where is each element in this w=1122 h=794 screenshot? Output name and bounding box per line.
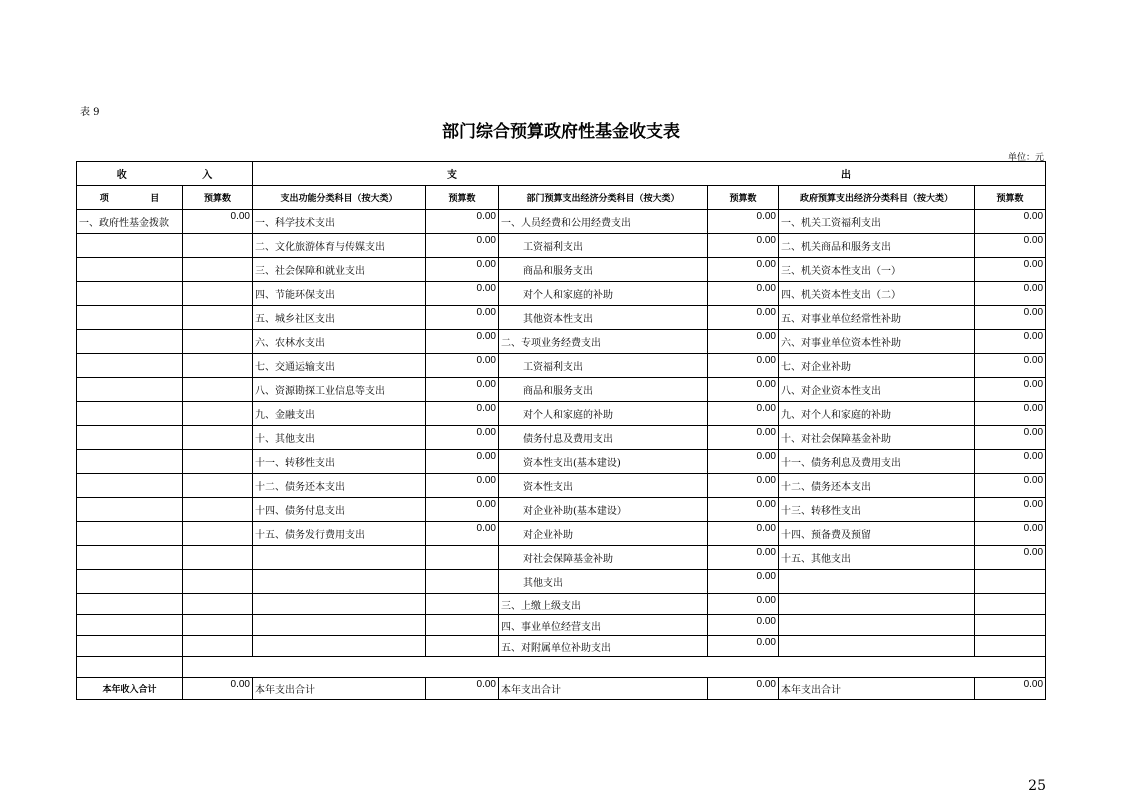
unit-label: 单位：元 [1007, 153, 1044, 163]
column-header-row [77, 186, 1046, 210]
income-budget-cell [183, 450, 253, 474]
dept-budget-cell: 0.00 [708, 426, 779, 450]
page-title: 部门综合预算政府性基金收支表 [442, 122, 680, 142]
table-row [77, 426, 1046, 450]
table-row [77, 282, 1046, 306]
func-category-cell [253, 636, 426, 657]
income-budget-cell [183, 474, 253, 498]
table-row [77, 594, 1046, 615]
gov-budget-cell: 0.00 [975, 522, 1046, 546]
totals-row [77, 678, 1046, 700]
func-category-cell: 八、资源勘探工业信息等支出 [253, 378, 426, 402]
income-budget-cell [183, 522, 253, 546]
dept-budget-cell: 0.00 [708, 258, 779, 282]
func-budget-cell [426, 636, 499, 657]
table-row [77, 546, 1046, 570]
income-item-cell [77, 522, 183, 546]
dept-budget-cell: 0.00 [708, 354, 779, 378]
func-total-value: 0.00 [426, 678, 499, 700]
func-budget-cell: 0.00 [426, 306, 499, 330]
col-header-dept: 部门预算支出经济分类科目（按大类） [499, 186, 708, 210]
dept-budget-cell: 0.00 [708, 594, 779, 615]
func-budget-cell: 0.00 [426, 378, 499, 402]
income-item-cell [77, 402, 183, 426]
table-row [77, 498, 1046, 522]
gov-category-cell: 十一、债务利息及费用支出 [779, 450, 975, 474]
table-row [77, 330, 1046, 354]
gov-budget-cell: 0.00 [975, 354, 1046, 378]
gov-budget-cell: 0.00 [975, 498, 1046, 522]
income-total-value: 0.00 [183, 678, 253, 700]
func-budget-cell: 0.00 [426, 210, 499, 234]
table-row [77, 234, 1046, 258]
dept-budget-cell: 0.00 [708, 210, 779, 234]
table-row [77, 258, 1046, 282]
gov-budget-cell: 0.00 [975, 330, 1046, 354]
income-budget-cell [183, 258, 253, 282]
dept-budget-cell: 0.00 [708, 402, 779, 426]
dept-budget-cell: 0.00 [708, 282, 779, 306]
income-budget-cell [183, 546, 253, 570]
dept-category-cell: 对企业补助(基本建设） [499, 498, 708, 522]
gov-category-cell: 三、机关资本性支出（一） [779, 258, 975, 282]
income-item-cell [77, 378, 183, 402]
dept-budget-cell: 0.00 [708, 546, 779, 570]
dept-category-cell: 工资福利支出 [499, 234, 708, 258]
gov-category-cell [779, 636, 975, 657]
gov-category-cell: 五、对事业单位经常性补助 [779, 306, 975, 330]
table-row [77, 450, 1046, 474]
func-budget-cell: 0.00 [426, 450, 499, 474]
gov-budget-cell: 0.00 [975, 378, 1046, 402]
dept-category-cell: 一、人员经费和公用经费支出 [499, 210, 708, 234]
table-row [77, 615, 1046, 636]
dept-category-cell: 四、事业单位经营支出 [499, 615, 708, 636]
func-budget-cell: 0.00 [426, 330, 499, 354]
blank-cell [183, 657, 1046, 678]
blank-row [77, 657, 1046, 678]
func-budget-cell: 0.00 [426, 474, 499, 498]
func-budget-cell: 0.00 [426, 234, 499, 258]
gov-budget-cell: 0.00 [975, 258, 1046, 282]
gov-category-cell [779, 594, 975, 615]
gov-category-cell: 一、机关工资福利支出 [779, 210, 975, 234]
gov-category-cell: 七、对企业补助 [779, 354, 975, 378]
gov-budget-cell: 0.00 [975, 282, 1046, 306]
func-budget-cell: 0.00 [426, 282, 499, 306]
col-header-budget: 预算数 [183, 186, 253, 210]
gov-category-cell [779, 570, 975, 594]
income-total-label: 本年收入合计 [77, 678, 183, 700]
func-category-cell: 十、其他支出 [253, 426, 426, 450]
dept-budget-cell: 0.00 [708, 306, 779, 330]
gov-total-value: 0.00 [975, 678, 1046, 700]
dept-budget-cell: 0.00 [708, 570, 779, 594]
func-budget-cell: 0.00 [426, 354, 499, 378]
gov-budget-cell: 0.00 [975, 474, 1046, 498]
table-row [77, 474, 1046, 498]
func-category-cell: 四、节能环保支出 [253, 282, 426, 306]
func-budget-cell: 0.00 [426, 522, 499, 546]
table-row [77, 354, 1046, 378]
dept-budget-cell: 0.00 [708, 498, 779, 522]
col-header-budget: 预算数 [708, 186, 779, 210]
func-category-cell: 二、文化旅游体育与传媒支出 [253, 234, 426, 258]
dept-total-value: 0.00 [708, 678, 779, 700]
func-budget-cell: 0.00 [426, 258, 499, 282]
income-budget-cell [183, 426, 253, 450]
gov-budget-cell: 0.00 [975, 450, 1046, 474]
dept-category-cell: 对个人和家庭的补助 [499, 402, 708, 426]
gov-budget-cell: 0.00 [975, 210, 1046, 234]
income-budget-cell [183, 498, 253, 522]
dept-category-cell: 五、对附属单位补助支出 [499, 636, 708, 657]
income-item-cell [77, 426, 183, 450]
gov-category-cell: 十二、债务还本支出 [779, 474, 975, 498]
income-item-cell [77, 474, 183, 498]
income-item-cell [77, 450, 183, 474]
gov-category-cell: 十、对社会保障基金补助 [779, 426, 975, 450]
gov-category-cell: 四、机关资本性支出（二） [779, 282, 975, 306]
gov-budget-cell: 0.00 [975, 234, 1046, 258]
dept-budget-cell: 0.00 [708, 615, 779, 636]
gov-category-cell: 二、机关商品和服务支出 [779, 234, 975, 258]
col-header-item: 项 目 [77, 186, 183, 210]
income-budget-cell [183, 615, 253, 636]
income-budget-cell [183, 354, 253, 378]
budget-table [76, 161, 1046, 700]
func-budget-cell: 0.00 [426, 402, 499, 426]
blank-cell [77, 657, 183, 678]
income-budget-cell [183, 636, 253, 657]
income-budget-cell [183, 594, 253, 615]
func-category-cell: 十五、债务发行费用支出 [253, 522, 426, 546]
income-item-cell [77, 615, 183, 636]
dept-budget-cell: 0.00 [708, 636, 779, 657]
table-body [77, 162, 1046, 700]
income-budget-cell [183, 234, 253, 258]
gov-budget-cell: 0.00 [975, 426, 1046, 450]
gov-total-label: 本年支出合计 [779, 678, 975, 700]
gov-budget-cell [975, 636, 1046, 657]
dept-budget-cell: 0.00 [708, 450, 779, 474]
dept-category-cell: 商品和服务支出 [499, 378, 708, 402]
table-row [77, 522, 1046, 546]
gov-budget-cell [975, 594, 1046, 615]
income-budget-cell [183, 570, 253, 594]
income-item-cell [77, 354, 183, 378]
dept-category-cell: 对个人和家庭的补助 [499, 282, 708, 306]
gov-category-cell: 十四、预备费及预留 [779, 522, 975, 546]
dept-category-cell: 三、上缴上级支出 [499, 594, 708, 615]
gov-category-cell [779, 615, 975, 636]
page-number: 25 [1028, 778, 1046, 794]
dept-budget-cell: 0.00 [708, 522, 779, 546]
gov-budget-cell: 0.00 [975, 546, 1046, 570]
dept-category-cell: 债务付息及费用支出 [499, 426, 708, 450]
dept-category-cell: 对社会保障基金补助 [499, 546, 708, 570]
income-item-cell [77, 234, 183, 258]
table-row [77, 210, 1046, 234]
func-budget-cell [426, 615, 499, 636]
expense-group-header: 支 出 [253, 162, 1046, 186]
func-budget-cell [426, 570, 499, 594]
income-item-cell [77, 330, 183, 354]
income-item-cell [77, 498, 183, 522]
gov-category-cell: 十三、转移性支出 [779, 498, 975, 522]
income-item-cell [77, 594, 183, 615]
income-item-cell [77, 282, 183, 306]
income-budget-cell [183, 402, 253, 426]
func-category-cell [253, 615, 426, 636]
dept-category-cell: 其他资本性支出 [499, 306, 708, 330]
dept-category-cell: 资本性支出(基本建设) [499, 450, 708, 474]
dept-budget-cell: 0.00 [708, 474, 779, 498]
income-item-cell [77, 258, 183, 282]
func-category-cell: 七、交通运输支出 [253, 354, 426, 378]
func-category-cell [253, 570, 426, 594]
gov-budget-cell [975, 615, 1046, 636]
func-budget-cell: 0.00 [426, 426, 499, 450]
dept-category-cell: 商品和服务支出 [499, 258, 708, 282]
gov-category-cell: 六、对事业单位资本性补助 [779, 330, 975, 354]
gov-category-cell: 十五、其他支出 [779, 546, 975, 570]
income-budget-cell [183, 282, 253, 306]
income-budget-cell [183, 306, 253, 330]
func-budget-cell [426, 546, 499, 570]
dept-category-cell: 工资福利支出 [499, 354, 708, 378]
table-row [77, 378, 1046, 402]
func-category-cell [253, 546, 426, 570]
gov-category-cell: 九、对个人和家庭的补助 [779, 402, 975, 426]
table-row [77, 402, 1046, 426]
col-header-gov: 政府预算支出经济分类科目（按大类） [779, 186, 975, 210]
col-header-budget: 预算数 [426, 186, 499, 210]
dept-budget-cell: 0.00 [708, 378, 779, 402]
func-category-cell: 十四、债务付息支出 [253, 498, 426, 522]
gov-category-cell: 八、对企业资本性支出 [779, 378, 975, 402]
table-row [77, 570, 1046, 594]
dept-category-cell: 对企业补助 [499, 522, 708, 546]
func-category-cell: 十二、债务还本支出 [253, 474, 426, 498]
func-budget-cell: 0.00 [426, 498, 499, 522]
income-budget-cell [183, 330, 253, 354]
income-budget-cell: 0.00 [183, 210, 253, 234]
income-budget-cell [183, 378, 253, 402]
income-item-cell [77, 570, 183, 594]
gov-budget-cell [975, 570, 1046, 594]
func-category-cell: 一、科学技术支出 [253, 210, 426, 234]
func-category-cell: 九、金融支出 [253, 402, 426, 426]
func-category-cell [253, 594, 426, 615]
dept-category-cell: 二、专项业务经费支出 [499, 330, 708, 354]
gov-budget-cell: 0.00 [975, 306, 1046, 330]
func-total-label: 本年支出合计 [253, 678, 426, 700]
income-item-cell [77, 306, 183, 330]
dept-budget-cell: 0.00 [708, 330, 779, 354]
dept-budget-cell: 0.00 [708, 234, 779, 258]
income-item-cell [77, 546, 183, 570]
func-category-cell: 三、社会保障和就业支出 [253, 258, 426, 282]
dept-total-label: 本年支出合计 [499, 678, 708, 700]
func-category-cell: 十一、转移性支出 [253, 450, 426, 474]
income-item-cell: 一、政府性基金拨款 [77, 210, 183, 234]
func-category-cell: 五、城乡社区支出 [253, 306, 426, 330]
gov-budget-cell: 0.00 [975, 402, 1046, 426]
income-group-header: 收 入 [77, 162, 253, 186]
dept-category-cell: 资本性支出 [499, 474, 708, 498]
table-row [77, 306, 1046, 330]
func-budget-cell [426, 594, 499, 615]
table-number: 表 9 [80, 107, 100, 118]
table-row [77, 636, 1046, 657]
income-item-cell [77, 636, 183, 657]
dept-category-cell: 其他支出 [499, 570, 708, 594]
col-header-budget: 预算数 [975, 186, 1046, 210]
col-header-func: 支出功能分类科目（按大类） [253, 186, 426, 210]
group-header-row [77, 162, 1046, 186]
func-category-cell: 六、农林水支出 [253, 330, 426, 354]
